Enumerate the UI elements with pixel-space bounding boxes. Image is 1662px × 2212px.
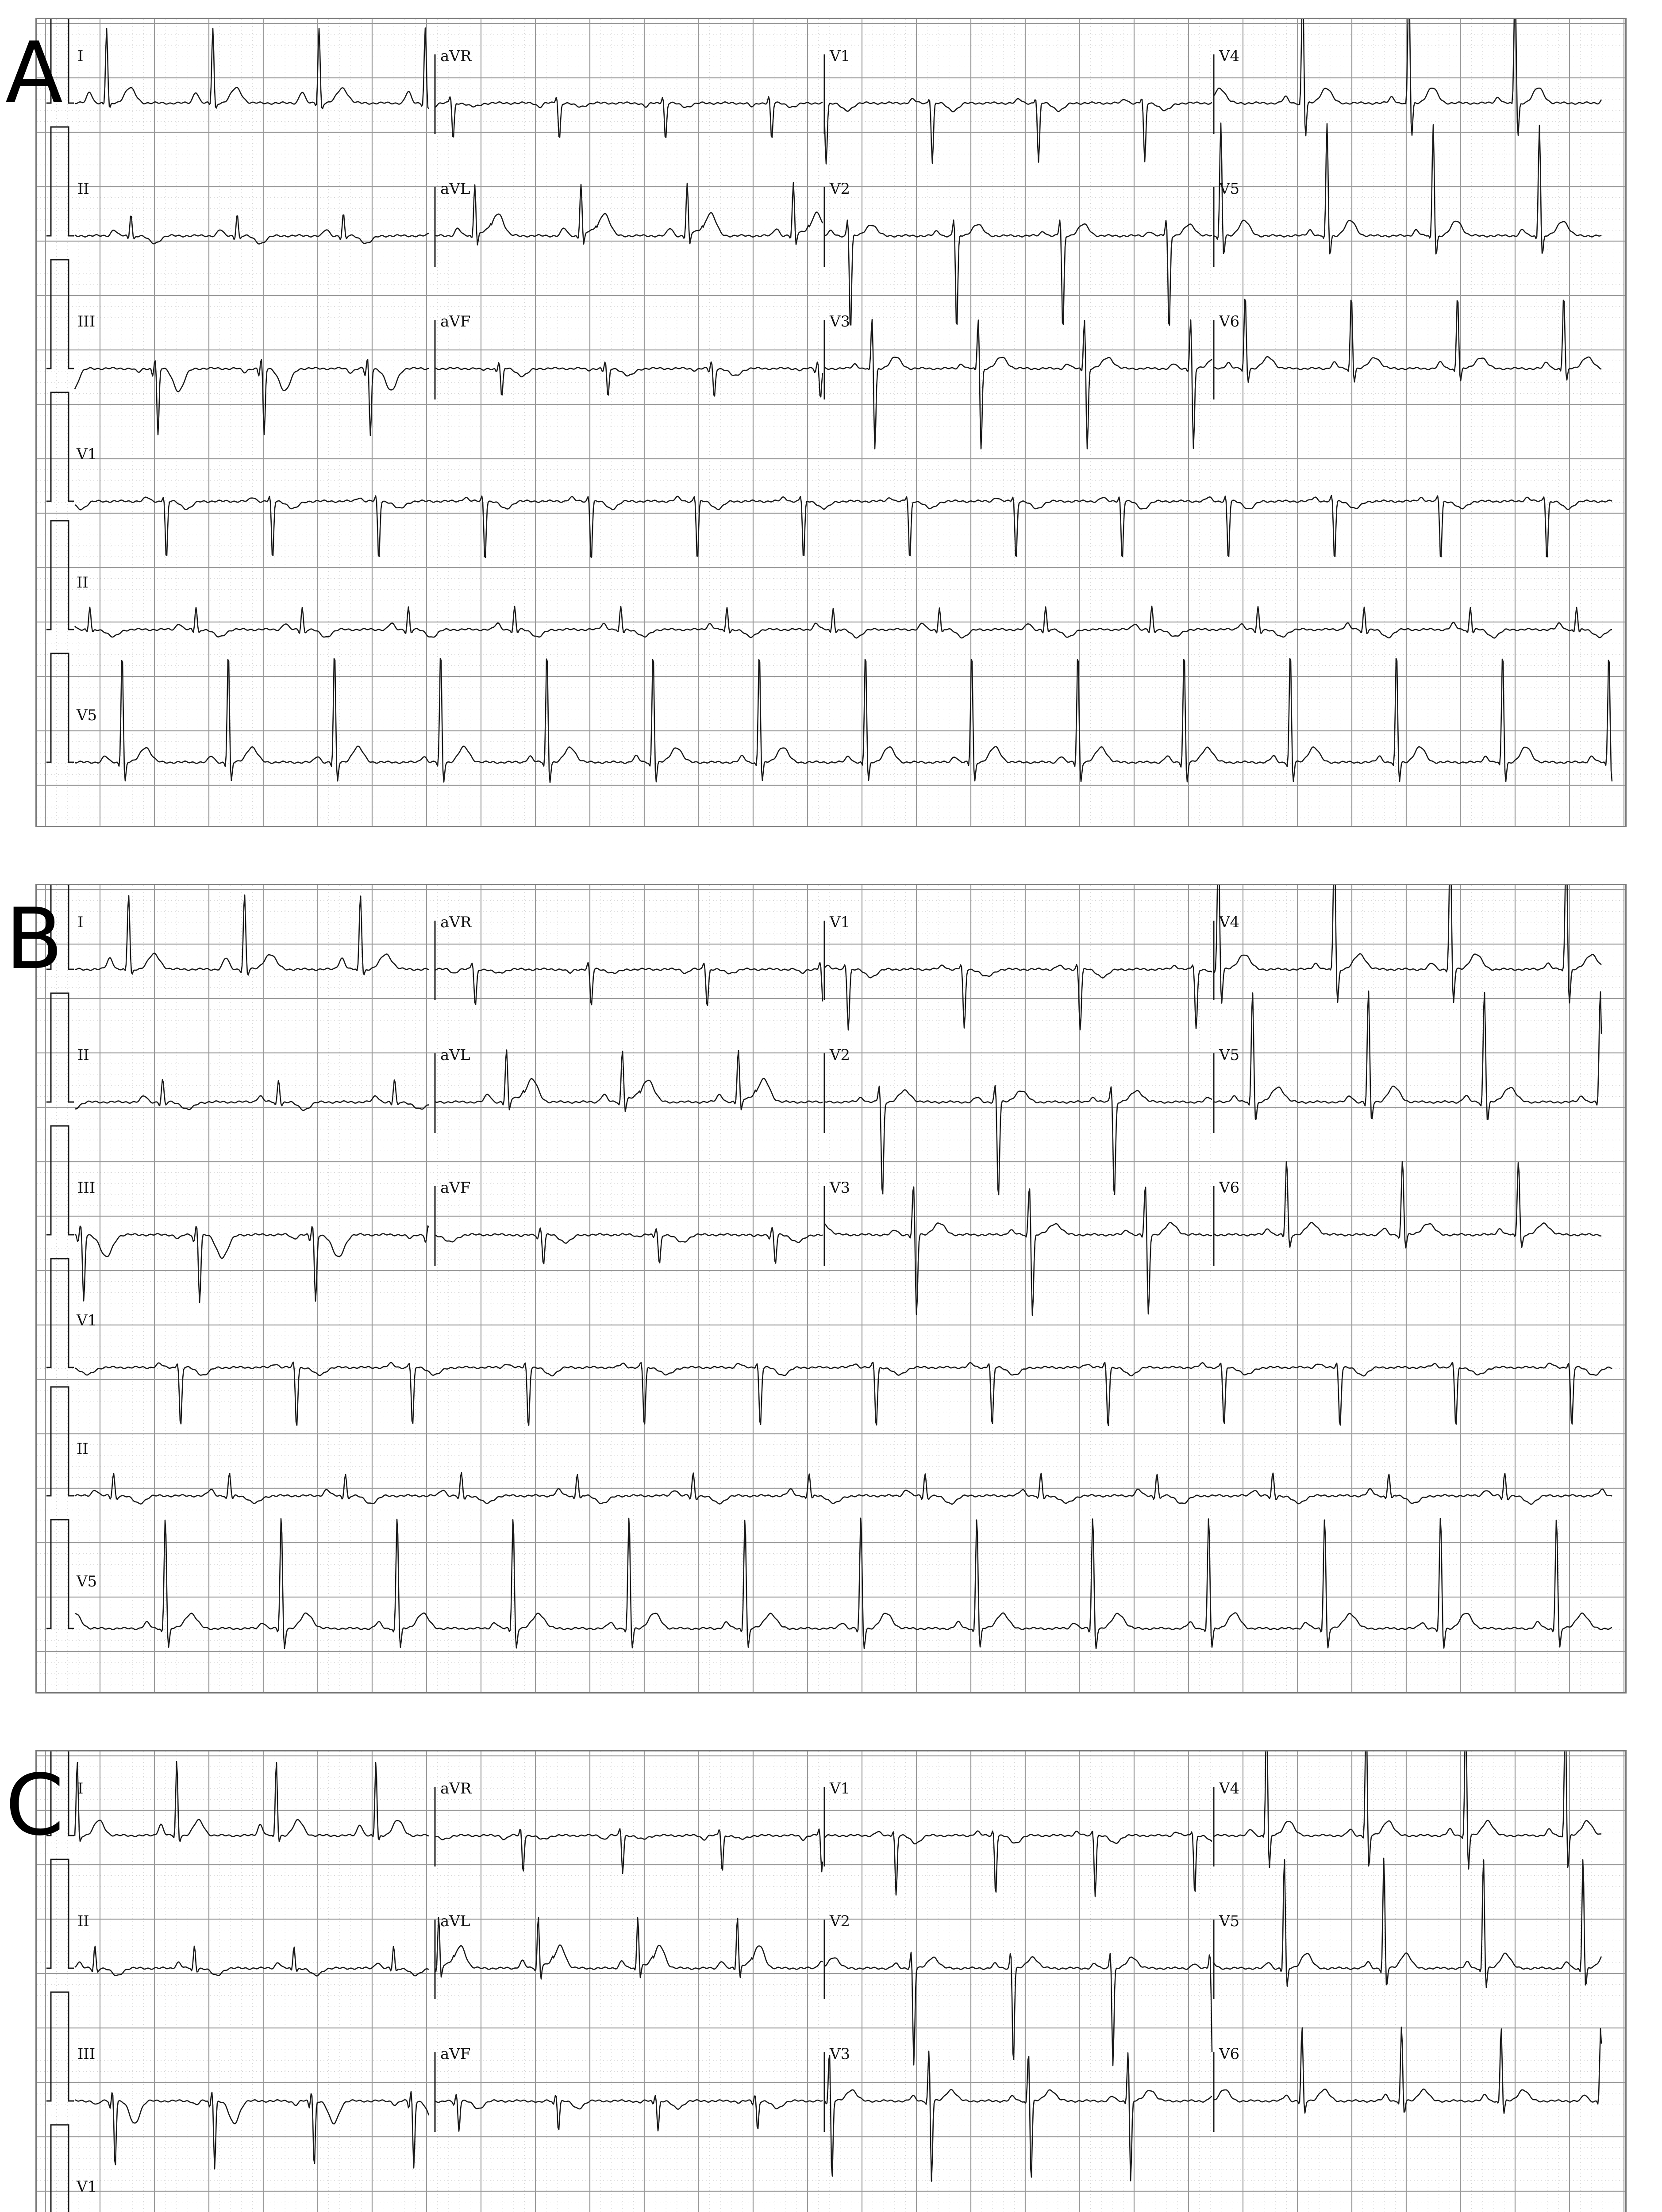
lead-label-avf: aVF <box>440 2045 471 2063</box>
ecg-grid <box>37 885 1625 1692</box>
lead-label-v5: V5 <box>1219 1046 1240 1064</box>
lead-label-i: I <box>77 1780 84 1797</box>
lead-label-ii: II <box>77 180 89 198</box>
lead-label-v6: V6 <box>1219 313 1240 330</box>
lead-trace-avl <box>435 1917 823 1979</box>
lead-trace-avr <box>435 97 823 138</box>
lead-label-v1: V1 <box>830 1780 850 1797</box>
lead-trace-v2 <box>824 220 1212 325</box>
lead-label-v3: V3 <box>830 313 850 330</box>
grid-major-lines <box>37 885 1625 1692</box>
lead-trace-i <box>75 1762 429 1842</box>
rhythm-strip-v5 <box>75 658 1612 783</box>
rhythm-label-v5: V5 <box>77 1573 97 1590</box>
lead-trace-v6 <box>1214 300 1601 382</box>
grid-major-lines <box>37 19 1625 826</box>
lead-trace-v2 <box>824 1952 1212 2066</box>
calibration-pulse <box>46 1520 74 1628</box>
lead-trace-avl <box>435 183 823 245</box>
lead-label-v3: V3 <box>830 2045 850 2063</box>
lead-trace-i <box>75 895 429 975</box>
lead-label-avr: aVR <box>440 1780 472 1797</box>
lead-trace-ii <box>75 1079 429 1110</box>
calibration-pulse <box>46 260 74 369</box>
lead-label-v2: V2 <box>830 1046 850 1064</box>
lead-label-i: I <box>77 914 84 931</box>
rhythm-label-v5: V5 <box>77 707 97 724</box>
lead-label-v4: V4 <box>1219 47 1240 65</box>
ecg-tracing-b <box>37 885 1625 1692</box>
lead-label-avl: aVL <box>440 1046 470 1064</box>
lead-label-v4: V4 <box>1219 914 1240 931</box>
rhythm-label-ii: II <box>77 574 88 591</box>
lead-label-avr: aVR <box>440 47 472 65</box>
lead-label-iii: III <box>77 1179 96 1197</box>
grid-minor-lines <box>37 885 1625 1692</box>
ecg-panel-b <box>35 884 1627 1694</box>
lead-label-v3: V3 <box>830 1179 850 1197</box>
lead-trace-iii <box>75 2092 429 2169</box>
ecg-traces <box>46 885 1612 1648</box>
ecg-panel-a <box>35 18 1627 827</box>
calibration-pulse <box>46 1387 74 1496</box>
lead-label-v2: V2 <box>830 1912 850 1930</box>
lead-label-v5: V5 <box>1219 180 1240 198</box>
ecg-lead-labels <box>76 47 1239 724</box>
calibration-pulse <box>46 2125 74 2212</box>
lead-trace-v5 <box>1214 123 1601 254</box>
calibration-pulse <box>46 1859 74 1968</box>
ecg-panel-c <box>35 1750 1627 2212</box>
rhythm-label-v1: V1 <box>77 445 97 463</box>
panel-letter-b: B <box>5 890 63 988</box>
lead-label-avr: aVR <box>440 914 472 931</box>
calibration-pulse <box>46 1992 74 2101</box>
ecg-tracing-c <box>37 1751 1625 2212</box>
rhythm-strip-v1 <box>75 495 1612 557</box>
lead-trace-ii <box>75 215 429 244</box>
lead-label-avf: aVF <box>440 313 471 330</box>
lead-trace-avr <box>435 1829 823 1874</box>
lead-trace-v6 <box>1214 1162 1601 1248</box>
lead-trace-iii <box>75 359 429 435</box>
lead-trace-v3 <box>824 1187 1212 1315</box>
calibration-pulse <box>46 521 74 630</box>
ecg-grid <box>37 19 1625 826</box>
lead-label-v4: V4 <box>1219 1780 1240 1797</box>
lead-label-v6: V6 <box>1219 1179 1240 1197</box>
rhythm-strip-v5 <box>75 1518 1612 1649</box>
panel-letter-c: C <box>5 1756 64 1854</box>
calibration-pulse <box>46 653 74 762</box>
calibration-pulse <box>46 993 74 1102</box>
ecg-tracing-a <box>37 19 1625 826</box>
rhythm-strip-v1 <box>75 1362 1612 1425</box>
lead-label-ii: II <box>77 1912 89 1930</box>
lead-label-avl: aVL <box>440 180 470 198</box>
lead-trace-avf <box>435 362 823 397</box>
lead-label-avl: aVL <box>440 1912 470 1930</box>
calibration-pulse <box>46 127 74 236</box>
ecg-traces <box>46 19 1612 783</box>
lead-label-iii: III <box>77 2045 96 2063</box>
lead-trace-v3 <box>824 319 1212 449</box>
rhythm-label-v1: V1 <box>77 2178 97 2196</box>
grid-minor-lines <box>37 19 1625 826</box>
lead-trace-avf <box>435 1227 823 1263</box>
rhythm-label-v1: V1 <box>77 1312 97 1329</box>
lead-trace-v5 <box>1214 1858 1601 1988</box>
ecg-lead-labels <box>76 1780 1239 2212</box>
calibration-pulse <box>46 1126 74 1235</box>
calibration-pulse <box>46 392 74 501</box>
lead-label-v2: V2 <box>830 180 850 198</box>
lead-trace-v3 <box>824 2051 1212 2181</box>
rhythm-label-ii: II <box>77 1440 88 1458</box>
lead-label-i: I <box>77 47 84 65</box>
lead-label-v1: V1 <box>830 47 850 65</box>
lead-label-iii: III <box>77 313 96 330</box>
lead-label-ii: II <box>77 1046 89 1064</box>
lead-label-v5: V5 <box>1219 1912 1240 1930</box>
lead-label-avf: aVF <box>440 1179 471 1197</box>
calibration-pulse <box>46 1259 74 1367</box>
lead-label-v6: V6 <box>1219 2045 1240 2063</box>
panel-letter-a: A <box>5 24 63 122</box>
lead-trace-v6 <box>1214 2027 1601 2113</box>
lead-trace-avl <box>435 1050 823 1111</box>
lead-trace-iii <box>75 1226 429 1302</box>
lead-trace-i <box>75 28 429 109</box>
lead-label-v1: V1 <box>830 914 850 931</box>
lead-trace-v5 <box>1214 991 1601 1120</box>
lead-trace-ii <box>75 1946 429 1976</box>
